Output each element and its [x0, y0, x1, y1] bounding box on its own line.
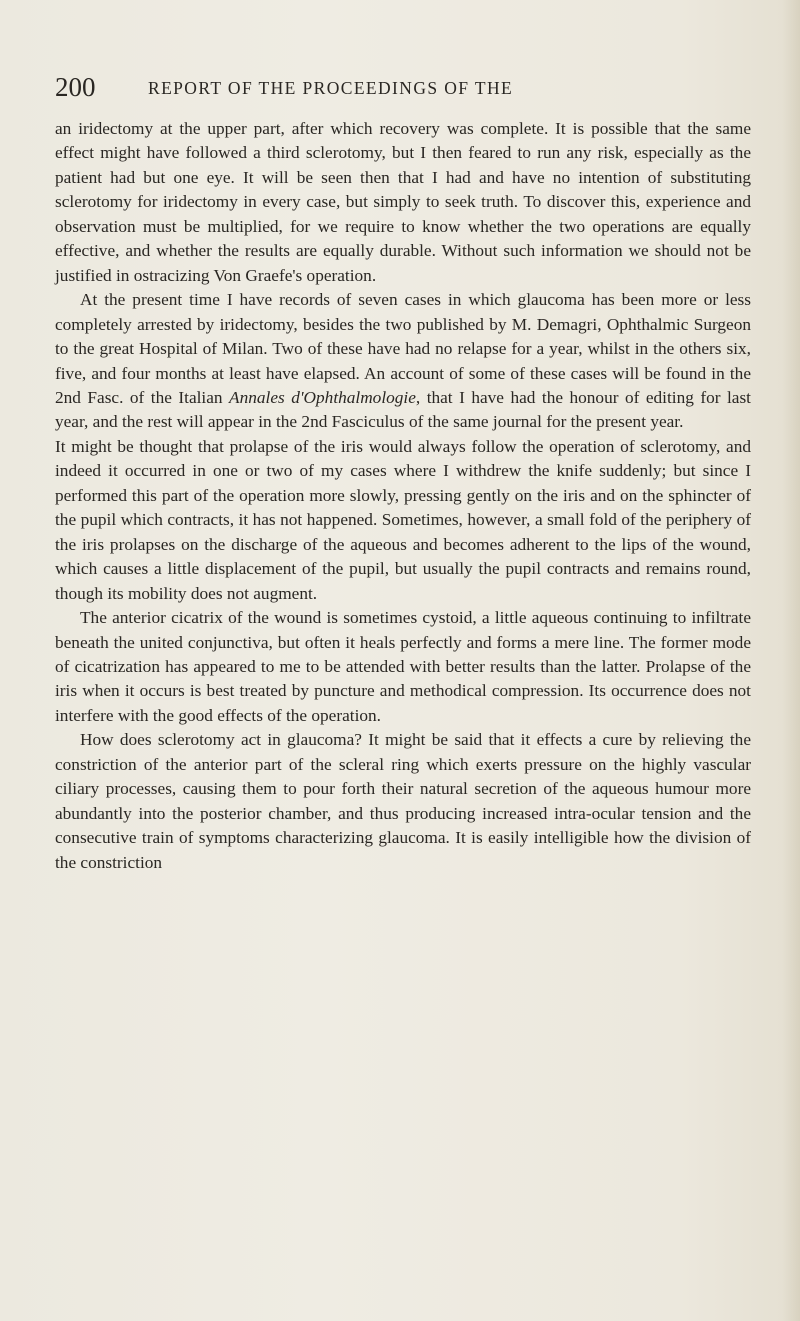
page-edge-shadow	[782, 0, 800, 1321]
paragraph-3: It might be thought that prolapse of the iris would always follow the operation of sclerotomy, and indeed it occurred in one or two of my cases where I withdrew the knife suddenly; but since I performed this part of the operation more slowly, pressing gently on the iris and on the sphincter of the pupil which contracts, it has not happened. Sometimes, however, a small fold of the periphery of the iris prolapses on the discharge of the aqueous and becomes adherent to the lips of the wound, which causes a little displacement of the pupil, but usually the pupil contracts and remains round, though its mobility does not augment.	[55, 436, 751, 603]
running-head: REPORT OF THE PROCEEDINGS OF THE	[148, 78, 514, 98]
journal-title: Annales d'Ophthalmologie	[229, 387, 416, 407]
page-number: 200	[55, 72, 96, 102]
paragraph-2	[55, 288, 751, 435]
paragraph-1: an iridectomy at the upper part, after which recovery was complete. It is possible that the same effect might have followed a third sclerotomy, but I then feared to run any risk, especially as the patient had but one eye. It will be seen then that I had and have no intention of substituting sclerotomy for iridectomy in every case, but simply to seek truth. To discover this, experience and observation must be multiplied, for we require to know whether the two operations are equally effective, and whether the results are equally durable. Without such information we should not be justified in ostracizing Von Graefe's operation.	[55, 119, 751, 285]
paragraph-4: The anterior cicatrix of the wound is sometimes cystoid, a little aqueous continuing to infiltrate beneath the united conjunctiva, but often it heals perfectly and forms a mere line. The former mode of cicatrization has appeared to me to be attended with better results than the latter. Prolapse of the iris when it occurs is best treated by puncture and methodical compression. Its occurrence does not interfere with the good effects of the operation.	[55, 608, 751, 725]
paragraph-2-text-after: , that I have had the honour of editing for last year, and the rest will appear in the 2nd Fasciculus of the same journal for the present year.	[55, 387, 751, 432]
paragraph-2-text-before: At the present time I have records of seven cases in which glaucoma has been more or less completely arrested by iridectomy, besides the two published by M. Demagri, Ophthalmic Surgeon to the great Hospital of Milan. Two of these have had no relapse for a year, whilst in the others six, five, and four months at least have elapsed. An account of some of these cases will be found in the 2nd Fasc. of the Italian	[55, 290, 751, 407]
page-header	[55, 72, 755, 102]
body-text	[55, 117, 751, 875]
paragraph-5: How does sclerotomy act in glaucoma? It might be said that it effects a cure by relieving the constriction of the anterior part of the scleral ring which exerts pressure on the highly vascular ciliary processes, causing them to pour forth their natural secretion of the aqueous humour more abundantly into the posterior chamber, and thus producing increased intra-ocular tension and the consecutive train of symptoms characterizing glaucoma. It is easily intelligible how the division of the constriction	[55, 730, 751, 872]
